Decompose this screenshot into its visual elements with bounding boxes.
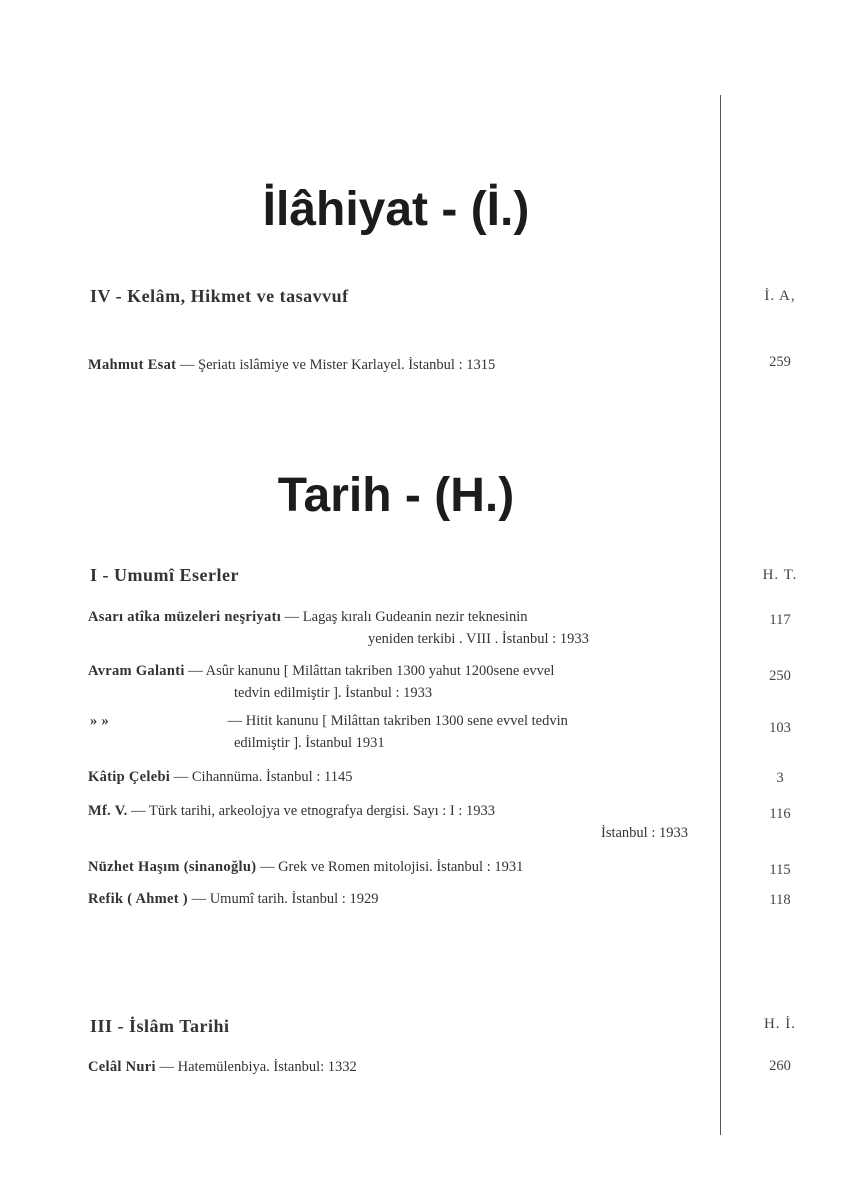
catalog-entry [88, 710, 700, 754]
catalog-entry [88, 660, 700, 704]
class-code-ht: H. T. [762, 567, 798, 583]
entry-title: — Cihannüma. İstanbul : 1145 [173, 769, 353, 785]
catalog-entry [88, 888, 700, 910]
entry-title: — Asûr kanunu [ Milâttan takriben 1300 yahut 1200sene evvel [188, 663, 555, 679]
catalog-entry [88, 856, 700, 878]
entry-title-continued: edilmiştir ]. İstanbul 1931 [234, 735, 385, 751]
entry-number: 115 [769, 862, 791, 878]
entry-title-continued: yeniden terkibi . VIII . İstanbul : 1933 [368, 631, 589, 647]
entry-number: 3 [776, 770, 784, 786]
entry-number: 116 [769, 806, 791, 822]
entry-number: 260 [769, 1058, 791, 1074]
catalog-entry [88, 606, 700, 650]
entry-author-ditto: » » [90, 713, 110, 729]
entry-number: 103 [769, 720, 791, 736]
subsection-umumi-eserler: I - Umumî Eserler [90, 565, 239, 585]
entry-number: 259 [769, 354, 791, 370]
catalog-entry [88, 766, 700, 788]
section-title-ilahiyat: İlâhiyat - (İ.) [262, 183, 530, 236]
entry-number: 250 [769, 668, 791, 684]
class-code-hi: H. İ. [763, 1016, 797, 1032]
entry-author: Mahmut Esat [88, 357, 177, 373]
catalog-entry [88, 354, 700, 376]
entry-title: — Şeriatı islâmiye ve Mister Karlayel. İstanbul : 1315 [179, 357, 496, 373]
entry-author: Avram Galanti [88, 663, 185, 679]
class-code-ia: İ. A, [764, 288, 796, 304]
catalog-entry [88, 1056, 700, 1078]
entry-author: Kâtip Çelebi [88, 769, 171, 785]
entry-author: Mf. V. [88, 803, 128, 819]
entry-title: — Lagaş kıralı Gudeanin nezir teknesinin [284, 609, 528, 625]
entry-author: Nüzhet Haşım (sinanoğlu) [88, 859, 257, 875]
column-divider [720, 95, 721, 1135]
entry-title: — Hatemülenbiya. İstanbul: 1332 [159, 1059, 357, 1075]
section-title-tarih: Tarih - (H.) [277, 469, 515, 522]
subsection-islam-tarihi: III - İslâm Tarihi [90, 1016, 230, 1036]
subsection-kelam: IV - Kelâm, Hikmet ve tasavvuf [90, 286, 349, 306]
catalog-entry [88, 800, 700, 844]
entry-title-continued: İstanbul : 1933 [601, 825, 688, 841]
entry-number: 118 [769, 892, 791, 908]
entry-title: — Türk tarihi, arkeolojya ve etnografya dergisi. Sayı : I : 1933 [131, 803, 496, 819]
entry-author: Asarı atîka müzeleri neşriyatı [88, 609, 282, 625]
entry-author: Refik ( Ahmet ) [88, 891, 188, 907]
entry-author: Celâl Nuri [88, 1059, 156, 1075]
entry-number: 117 [769, 612, 791, 628]
entry-title: — Grek ve Romen mitolojisi. İstanbul : 1931 [259, 859, 524, 875]
entry-title-continued: tedvin edilmiştir ]. İstanbul : 1933 [234, 685, 433, 701]
entry-title: — Umumî tarih. İstanbul : 1929 [191, 891, 379, 907]
entry-title: — Hitit kanunu [ Milâttan takriben 1300 sene evvel tedvin [227, 713, 568, 729]
